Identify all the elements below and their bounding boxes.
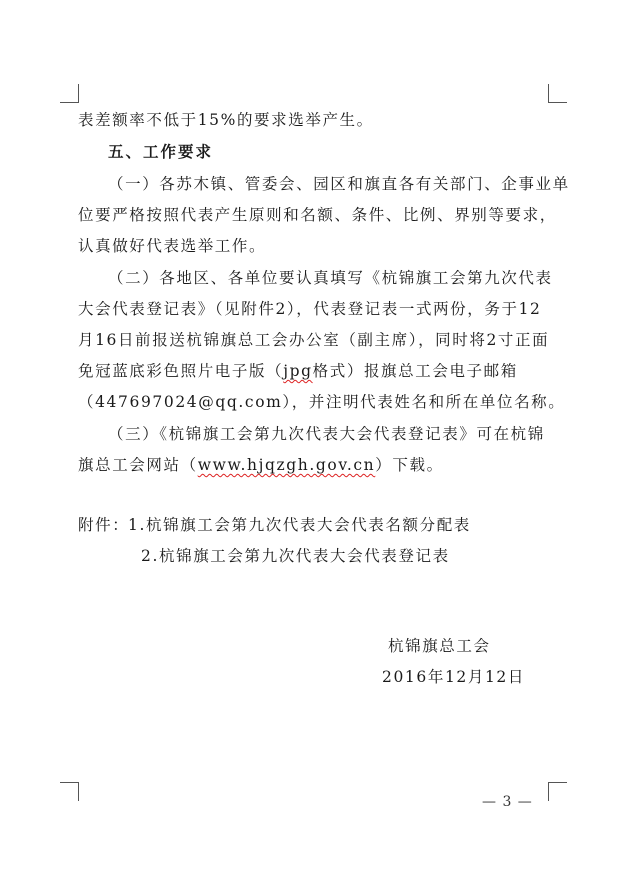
signature-organization: 杭锦旗总工会: [388, 637, 491, 655]
page-number: — 3 —: [482, 794, 533, 810]
paragraph-2-line-5: （447697024@qq.com），并注明代表姓名和所在单位名称。: [78, 393, 566, 411]
text-line: 表差额率不低于15%的要求选举产生。: [78, 111, 374, 129]
paragraph-3-line-1: （三）《杭锦旗工会第九次代表大会代表登记表》可在杭锦: [108, 425, 545, 443]
line-text: 格式）报旗总工会电子邮箱: [312, 362, 518, 380]
paragraph-2-line-4: [78, 361, 518, 381]
line-text: 免冠蓝底彩色照片电子版（: [78, 362, 284, 380]
line-text: 旗总工会网站（: [78, 456, 198, 474]
spellcheck-underlined-text: jpg: [283, 362, 313, 380]
attachments-label: 附件：: [78, 516, 130, 534]
website-url: www.hjqzgh.gov.cn: [197, 456, 376, 474]
crop-mark-top-right: [548, 84, 567, 103]
paragraph-1-line-3: 认真做好代表选举工作。: [78, 237, 267, 255]
paragraph-1-line-1: （一）各苏木镇、管委会、园区和旗直各有关部门、企事业单: [108, 175, 570, 193]
attachment-item-1: 1.杭锦旗工会第九次代表大会代表名额分配表: [128, 516, 471, 534]
paragraph-2-line-1: （二）各地区、各单位要认真填写《杭锦旗工会第九次代表: [108, 269, 553, 287]
crop-mark-bottom-left: [60, 782, 79, 801]
line-text: ）下载。: [375, 456, 444, 474]
crop-mark-top-left: [60, 84, 79, 103]
attachment-item-2: 2.杭锦旗工会第九次代表大会代表登记表: [141, 547, 450, 565]
signature-date: 2016年12月12日: [382, 668, 525, 686]
crop-mark-bottom-right: [548, 782, 567, 801]
paragraph-1-line-2: 位要严格按照代表产生原则和名额、条件、比例、界别等要求，: [78, 206, 557, 224]
paragraph-3-line-2: [78, 455, 444, 475]
paragraph-2-line-3: 月16日前报送杭锦旗总工会办公室（副主席），同时将2寸正面: [78, 331, 550, 349]
section-heading: 五、工作要求: [108, 142, 214, 161]
paragraph-2-line-2: 大会代表登记表》（见附件2），代表登记表一式两份，务于12: [78, 300, 542, 318]
